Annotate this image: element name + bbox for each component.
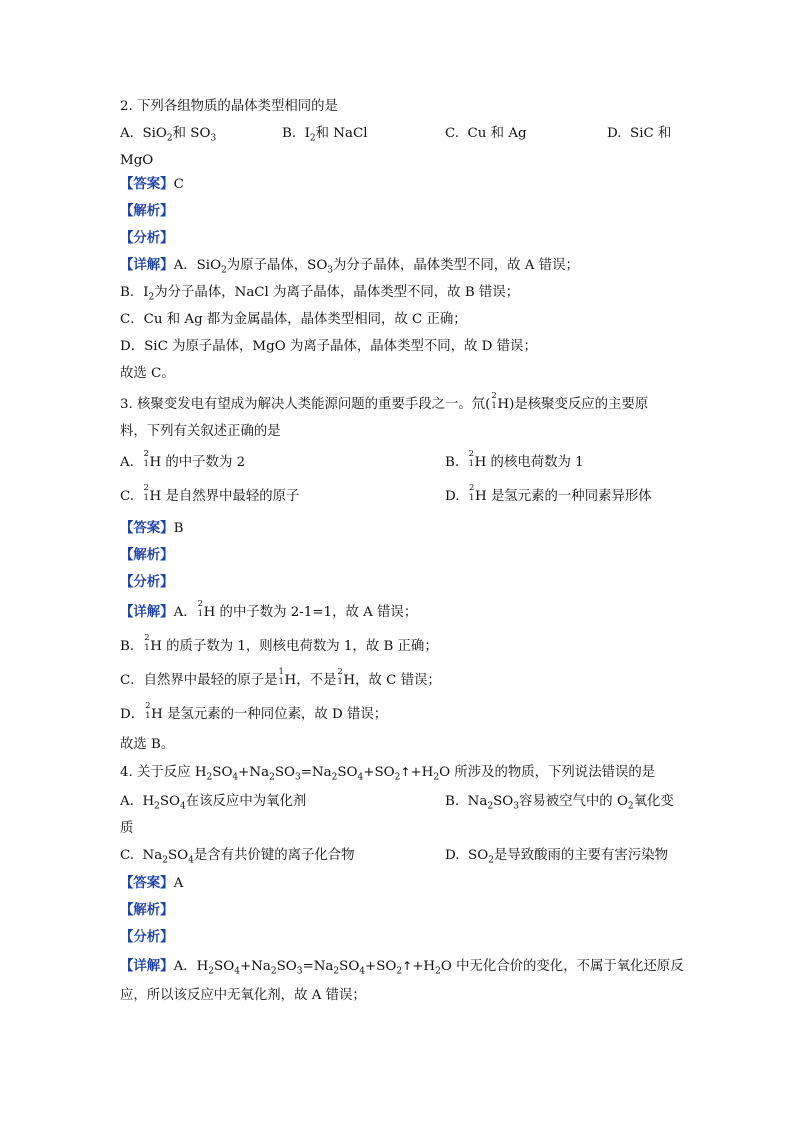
q4-detail-a-wrap: 应，所以该反应中无氧化剂，故 A 错误； — [120, 988, 366, 1003]
q3-fenxi-tag: 【分析】 — [120, 574, 174, 590]
q4-fenxi-tag: 【分析】 — [120, 929, 174, 945]
q3-stem-line-1: 3. 核聚变发电有望成为解决人类能源问题的重要手段之一。氘( 2 1 H)是核聚变反应的主要原 — [120, 391, 649, 412]
deuterium-symbol: 2 1 — [491, 391, 497, 411]
q3-conclusion: 故选 B。 — [120, 737, 175, 752]
q3-option-a: A. 2 1 H 的中子数为 2 — [120, 449, 246, 470]
q3-answer: 【答案】B — [120, 520, 184, 536]
q4-option-b-wrap: 质 — [120, 821, 134, 836]
q2-option-a: A. SiO$_2$和 $SO_3$ — [120, 126, 217, 144]
q2-conclusion: 故选 C。 — [120, 366, 175, 381]
q4-option-b: B. $Na_2SO_3$容易被空气中的 $O_2$氧化变 — [445, 794, 674, 812]
q2-jiexi-tag: 【解析】 — [120, 203, 174, 219]
q3-jiexi-tag: 【解析】 — [120, 547, 174, 563]
q3-option-c: C. 2 1 H 是自然界中最轻的原子 — [120, 483, 300, 504]
q2-detail-d: D．SiC 为原子晶体，MgO 为离子晶体，晶体类型不同，故 D 错误； — [120, 339, 537, 354]
q2-option-d-wrap: MgO — [120, 153, 154, 168]
q3-stem-line-2: 料，下列有关叙述正确的是 — [120, 424, 281, 439]
q4-jiexi-tag: 【解析】 — [120, 902, 174, 918]
q2-detail-c: C．Cu 和 Ag 都为金属晶体，晶体类型相同，故 C 正确； — [120, 312, 467, 327]
q3-detail-b: B． 2 1 H 的质子数为 1，则核电荷数为 1，故 B 正确； — [120, 633, 438, 654]
q4-answer: 【答案】A — [120, 875, 184, 891]
q2-detail-a: 【详解】A．SiO$_2$为原子晶体，$SO_3$为分子晶体，晶体类型不同，故 A 错误； — [120, 257, 579, 276]
q3-option-b: B. 2 1 H 的核电荷数为 1 — [445, 449, 584, 470]
q3-option-d: D. 2 1 H 是氢元素的一种同素异形体 — [445, 483, 652, 504]
q3-detail-d: D． 2 1 H 是氢元素的一种同位素，故 D 错误； — [120, 701, 388, 722]
q3-detail-c: C．自然界中最轻的原子是 1 1 H，不是 2 1 H，故 C 错误； — [120, 667, 441, 688]
q2-stem: 2. 下列各组物质的晶体类型相同的是 — [120, 99, 338, 114]
q2-option-b: B. $I_2$和 NaCl — [282, 126, 368, 144]
q3-detail-a: 【详解】A． 2 1 H 的中子数为 2-1=1，故 A 错误； — [120, 599, 418, 620]
q2-answer: 【答案】C — [120, 176, 184, 192]
q2-option-c: C. Cu 和 Ag — [445, 126, 527, 141]
q2-detail-b: B．$I_2$为分子晶体，NaCl 为离子晶体，晶体类型不同，故 B 错误； — [120, 285, 520, 303]
q4-detail-a: 【详解】A．$H_2SO_4+Na_2SO_3=Na_2SO_4+SO_2↑+H_2O$ 中无化合价的变化，不属于氧化还原反 — [120, 958, 684, 977]
q2-option-d: D. SiC 和 — [607, 126, 672, 141]
q4-option-d: D. $SO_2$是导致酸雨的主要有害污染物 — [445, 848, 668, 866]
q4-option-a: A. $H_2SO_4$在该反应中为氧化剂 — [120, 794, 307, 812]
q4-option-c: C. $Na_2SO_4$是含有共价键的离子化合物 — [120, 848, 355, 866]
q2-fenxi-tag: 【分析】 — [120, 230, 174, 246]
q4-stem: 4. 关于反应 $H_2SO_4+Na_2SO_3=Na_2SO_4+SO_2↑+H_2O$ 所涉及的物质，下列说法错误的是 — [120, 765, 656, 783]
